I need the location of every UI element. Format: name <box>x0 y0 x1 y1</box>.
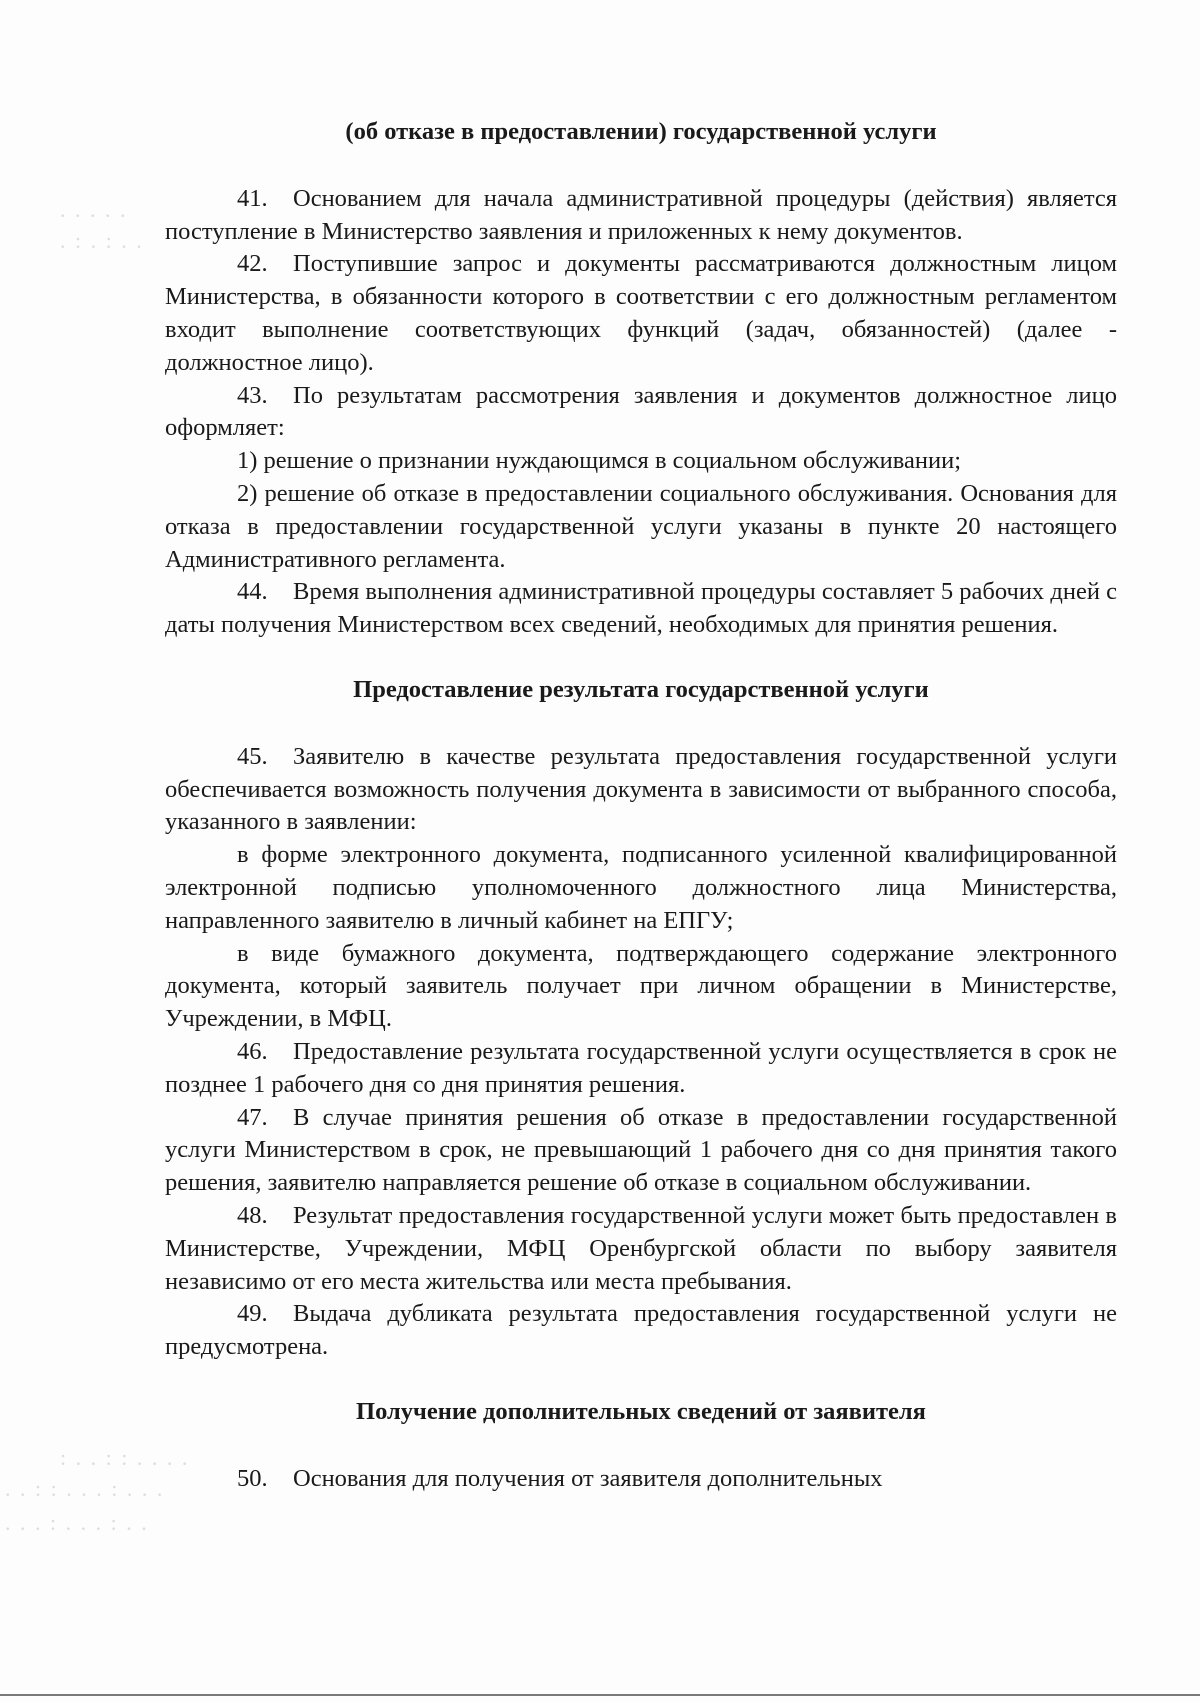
scan-noise: . . . . . <box>60 197 128 222</box>
paragraph-number: 47. <box>237 1103 268 1131</box>
scan-noise: . : . : . . <box>60 228 144 253</box>
paragraph-50 <box>165 1463 1117 1496</box>
paragraph-45 <box>165 741 1117 839</box>
section-heading-result: Предоставление результата государственной услуги <box>353 675 929 703</box>
paragraph-number: 43. <box>237 381 268 409</box>
paragraph-48 <box>165 1200 1117 1298</box>
paragraph-text: Результат предоставления государственной услуги может быть предоставлен в Министерстве, Учреждении, МФЦ Оренбургской области по выбору заявителя независимо от его места жительства или места пребывания. <box>165 1201 1117 1295</box>
paragraph-number: 42. <box>237 250 268 278</box>
paragraph-41 <box>165 183 1117 249</box>
paragraph-text: Поступившие запрос и документы рассматриваются должностным лицом Министерства, в обязанности которого в соответствии с его должностным регламентом входит выполнение соответствующих функций (задач, обязанностей) (далее - должностное лицо). <box>165 250 1117 376</box>
paragraph-43 <box>165 380 1117 446</box>
paragraph-text: Заявителю в качестве результата предоставления государственной услуги обеспечивается возможность получения документа в зависимости от выбранного способа, указанного в заявлении: <box>165 742 1117 836</box>
paragraph-45-item-electronic <box>165 839 1117 937</box>
scan-noise: : . . : : . . . . <box>60 1445 190 1470</box>
paragraph-number: 41. <box>237 184 268 212</box>
paragraph-text: В случае принятия решения об отказе в предоставлении государственной услуги Министерством в срок, не превышающий 1 рабочего дня со дня принятия такого решения, заявителю направляется решение об отказе в социальном обслуживании. <box>165 1103 1117 1197</box>
paragraph-text: в виде бумажного документа, подтверждающего содержание электронного документа, который заявитель получает при личном обращении в Министерстве, Учреждении, в МФЦ. <box>165 939 1117 1033</box>
paragraph-43-item-2 <box>165 478 1117 576</box>
section-heading-refusal: (об отказе в предоставлении) государственной услуги <box>345 118 937 145</box>
paragraph-text: По результатам рассмотрения заявления и документов должностное лицо оформляет: <box>165 381 1117 442</box>
paragraph-number: 45. <box>237 742 268 770</box>
paragraph-text: в форме электронного документа, подписанного усиленной квалифицированной электронной подписью уполномоченного должностного лица Министерства, направленного заявителю в личный кабинет на ЕПГУ; <box>165 841 1117 934</box>
paragraph-number: 44. <box>237 578 268 606</box>
section-heading-additional-info: Получение дополнительных сведений от заявителя <box>356 1397 926 1425</box>
paragraph-45-item-paper <box>165 938 1117 1036</box>
paragraph-text: Основанием для начала административной процедуры (действия) является поступление в Министерство заявления и приложенных к нему документов. <box>165 184 1117 245</box>
paragraph-47 <box>165 1102 1117 1200</box>
paragraph-text: Предоставление результата государственной услуги осуществляется в срок не позднее 1 рабочего дня со дня принятия решения. <box>165 1037 1117 1098</box>
paragraph-46 <box>165 1036 1117 1102</box>
paragraph-49 <box>165 1298 1117 1364</box>
paragraph-42 <box>165 248 1117 379</box>
scan-noise: . . : : . . . : . . . <box>5 1476 165 1501</box>
paragraph-text: Основания для получения от заявителя дополнительных <box>293 1464 883 1492</box>
paragraph-number: 48. <box>237 1201 268 1229</box>
document-body <box>165 116 1117 1495</box>
paragraph-44 <box>165 576 1117 642</box>
paragraph-number: 46. <box>237 1037 268 1065</box>
paragraph-text: 2) решение об отказе в предоставлении социального обслуживания. Основания для отказа в предоставлении государственной услуги указаны в пункте 20 настоящего Административного регламента. <box>165 479 1117 573</box>
scan-edge-line <box>0 1694 1200 1696</box>
paragraph-text: 1) решение о признании нуждающимся в социальном обслуживании; <box>237 447 962 475</box>
scan-noise: . . . : . . . : . . <box>5 1510 149 1535</box>
paragraph-number: 50. <box>237 1464 268 1492</box>
paragraph-43-item-1 <box>165 445 1117 478</box>
paragraph-text: Время выполнения административной процедуры составляет 5 рабочих дней с даты получения Министерством всех сведений, необходимых для принятия решения. <box>165 578 1117 639</box>
paragraph-number: 49. <box>237 1300 268 1328</box>
paragraph-text: Выдача дубликата результата предоставления государственной услуги не предусмотрена. <box>165 1300 1117 1361</box>
